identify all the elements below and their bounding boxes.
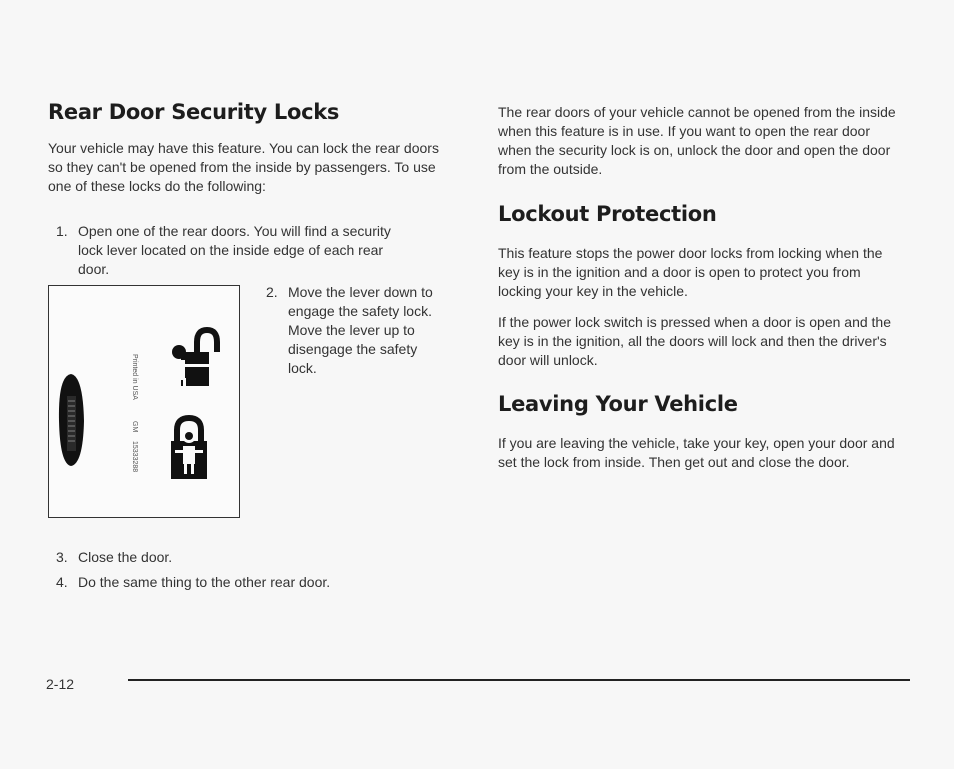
label-brand: GM xyxy=(131,421,138,433)
footer-rule xyxy=(128,679,910,681)
step-number: 2. xyxy=(266,284,278,300)
heading-leaving-your-vehicle: Leaving Your Vehicle xyxy=(498,392,738,416)
step-text: Open one of the rear doors. You will find a security lock lever located on the inside edge of each rear door. xyxy=(78,223,391,277)
locked-child-icon xyxy=(171,418,207,479)
rear-doors-paragraph: The rear doors of your vehicle cannot be opened from the inside when this feature is in use. If you want to open the rear door when the security lock is on, unlock the door and open the door from the outside. xyxy=(498,104,896,177)
step-text: Close the door. xyxy=(78,549,173,565)
lock-lever-diagram xyxy=(49,286,238,516)
lockout-paragraph-1: This feature stops the power door locks from locking when the key is in the ignition and a door is open to protect you from locking your key in the vehicle. xyxy=(498,245,883,299)
step-number: 4. xyxy=(56,574,68,590)
intro-paragraph: Your vehicle may have this feature. You can lock the rear doors so they can't be opened from the inside by passengers. To use one of these locks do the following: xyxy=(48,140,439,194)
step-number: 3. xyxy=(56,549,68,565)
security-lock-illustration xyxy=(48,285,240,518)
label-part-number: 15333288 xyxy=(131,441,138,473)
label-printed-in-usa: Printed in USA xyxy=(131,354,138,400)
step-number: 1. xyxy=(56,223,68,239)
step-2 xyxy=(266,283,456,379)
heading-rear-door-security-locks: Rear Door Security Locks xyxy=(48,100,340,124)
step-4 xyxy=(56,573,436,593)
heading-lockout-protection: Lockout Protection xyxy=(498,202,717,226)
lever-handle xyxy=(67,396,76,451)
step-3 xyxy=(56,548,436,568)
step-text: Move the lever down to engage the safety lock. Move the lever up to disengage the safety lock. xyxy=(288,284,433,376)
unlocked-child-icon xyxy=(172,330,217,388)
step-1 xyxy=(56,222,426,280)
page-number: 2-12 xyxy=(46,676,75,692)
leaving-paragraph: If you are leaving the vehicle, take your key, open your door and set the lock from inside. Then get out and close the door. xyxy=(498,435,895,470)
lockout-paragraph-2: If the power lock switch is pressed when a door is open and the key is in the ignition, all the doors will lock and then the driver's door will unlock. xyxy=(498,314,891,368)
step-text: Do the same thing to the other rear door. xyxy=(78,574,331,590)
